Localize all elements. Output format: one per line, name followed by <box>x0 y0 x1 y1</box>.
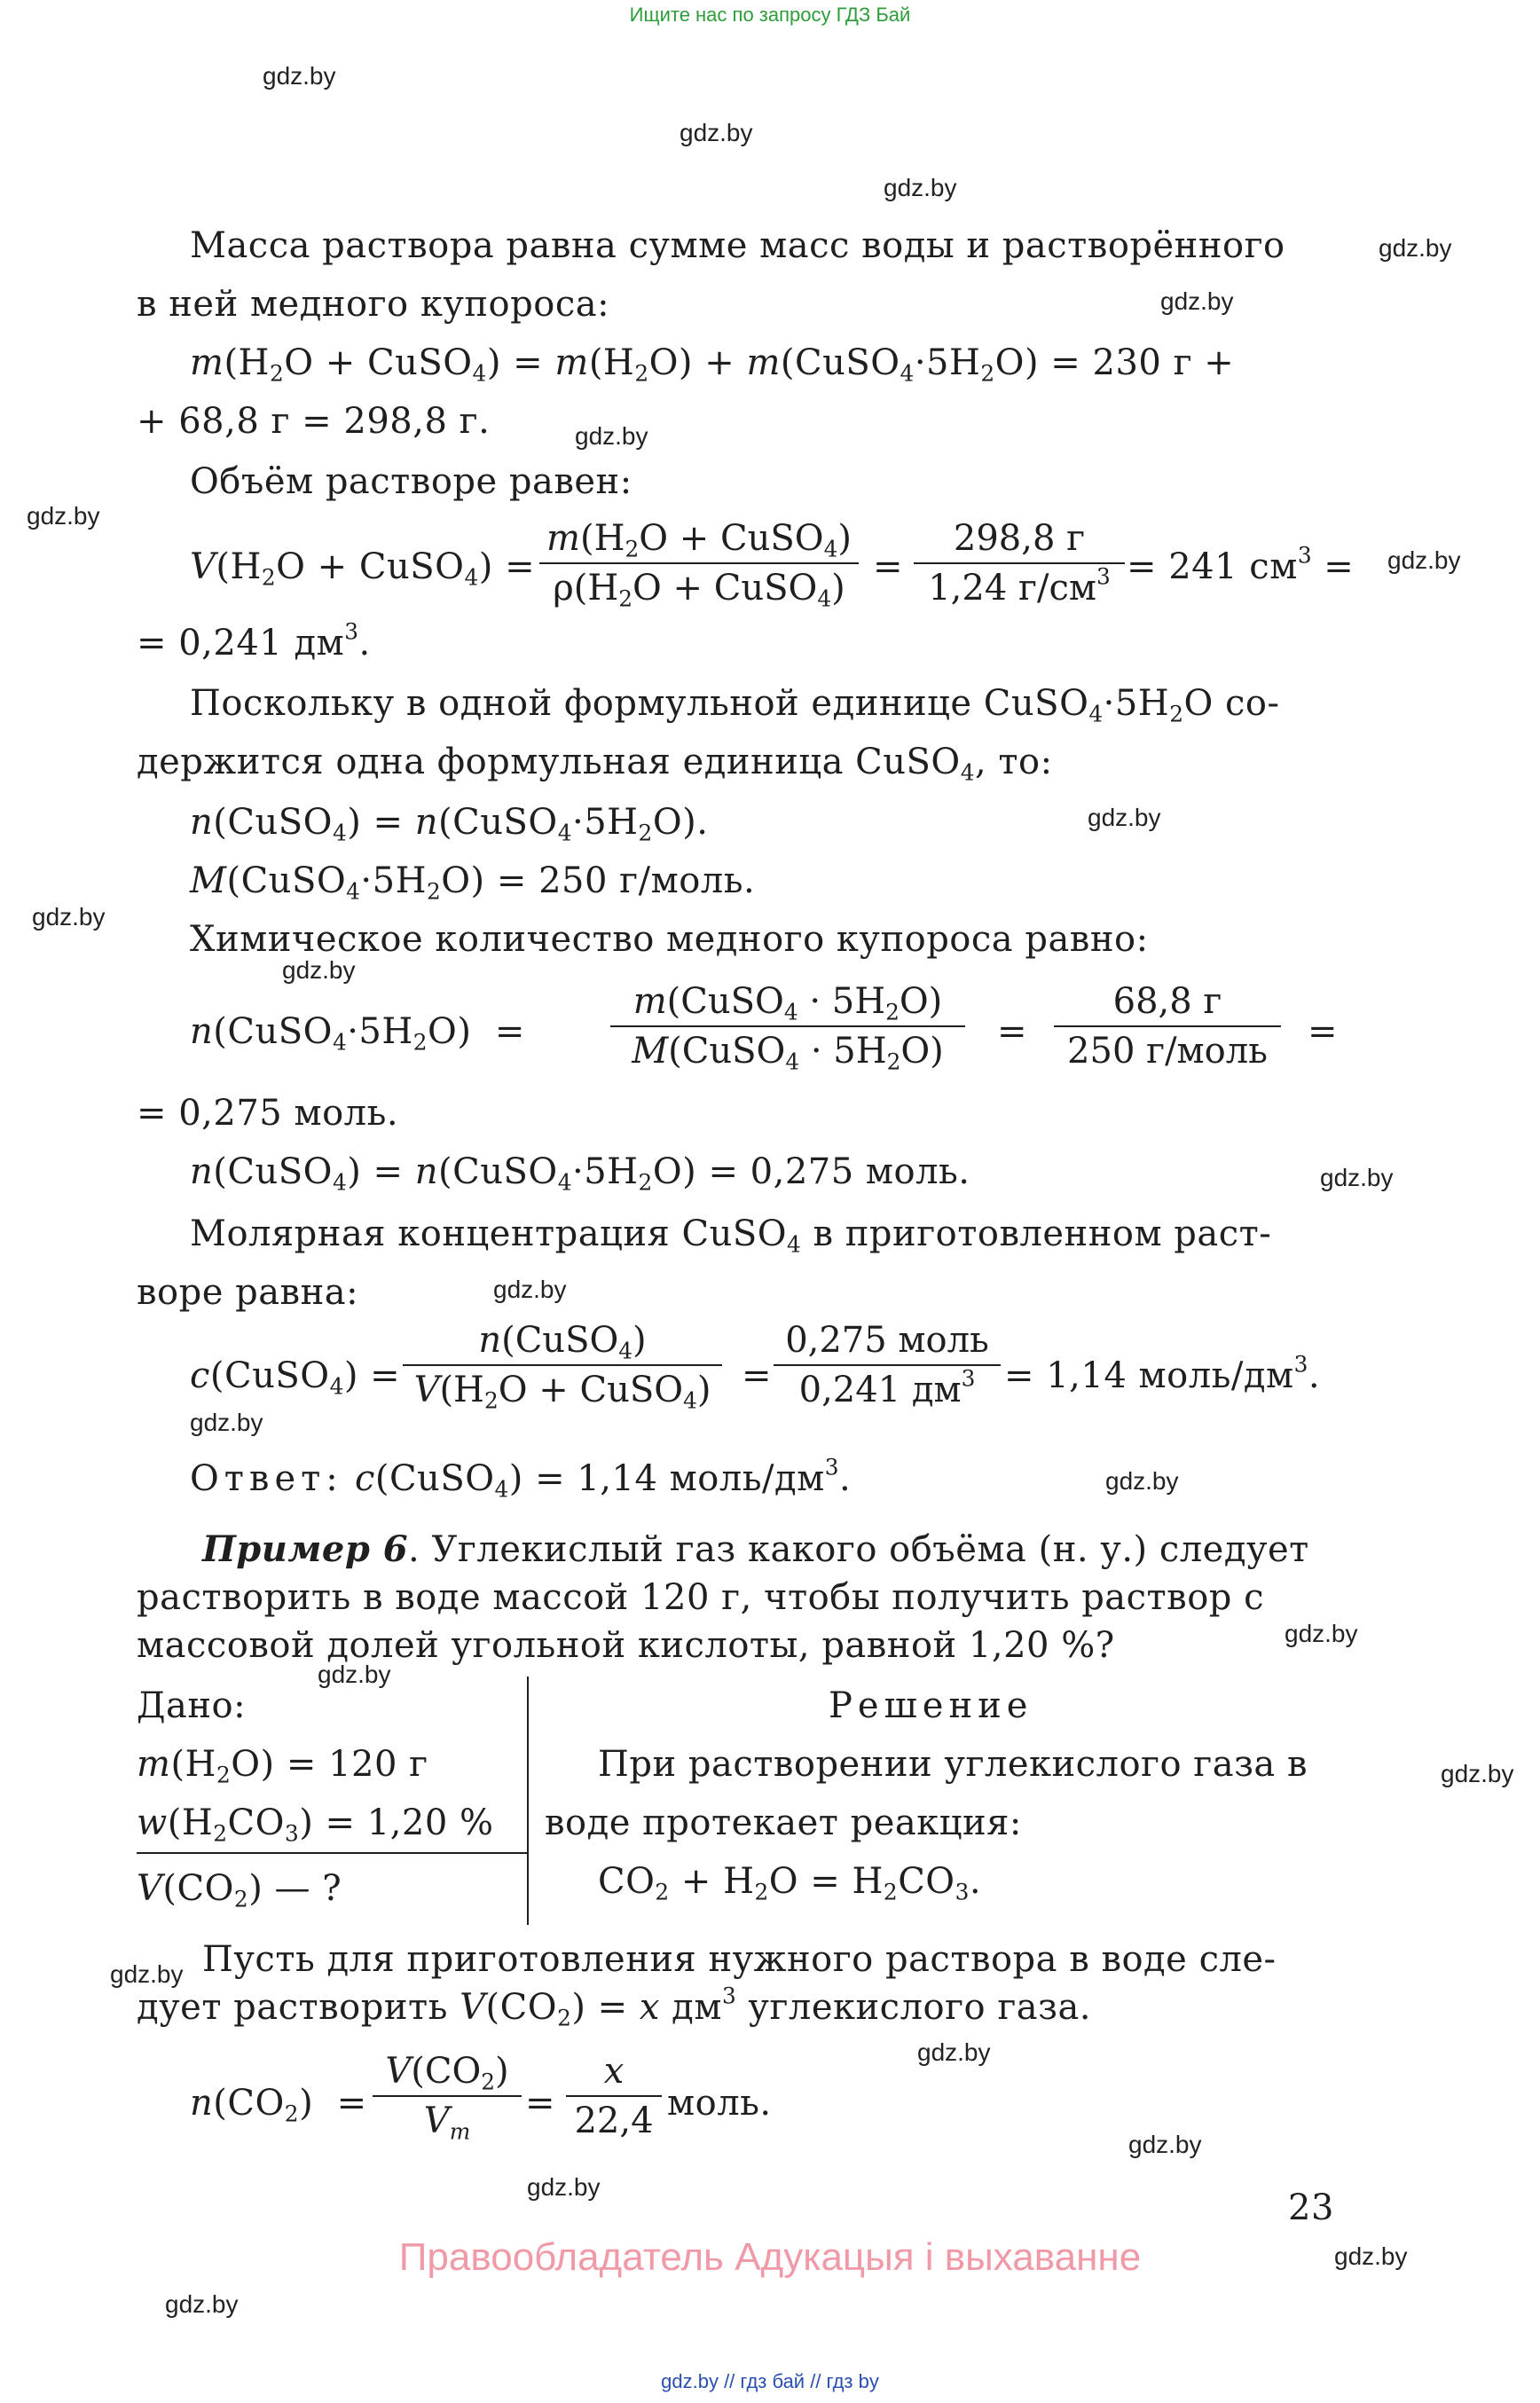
volume-result: = 241 $см^3$ = <box>1127 542 1355 587</box>
volume-fraction-2: 298,8 г 1,24 $г/см^3$ <box>914 518 1125 609</box>
n-result: = 0,275 моль. <box>137 1093 399 1134</box>
given-find: $V(CO_2)$ — ? <box>137 1868 342 1912</box>
watermark: gdz.by <box>1105 1467 1179 1495</box>
molar-line-2: воре равна: <box>137 1272 359 1313</box>
example-line-2: растворить в воде массой 120 г, чтобы получить раствор с <box>137 1577 1265 1618</box>
watermark: gdz.by <box>318 1661 391 1688</box>
watermark: gdz.by <box>575 422 648 450</box>
n-fraction-1: m(CuSO$_4$ · $5H_2O$) M(CuSO$_4$ · $5H_2O$) <box>610 981 965 1072</box>
poskolku-line-1: Поскольку в одной формульной единице $CuSO_4\cdot 5H_2O$ со- <box>190 683 1280 727</box>
top-banner[interactable]: Ищите нас по запросу ГДЗ Бай <box>629 4 911 26</box>
solution-header: Решение <box>829 1685 1033 1726</box>
volume-label: Объём растворе равен: <box>190 461 632 502</box>
given-mass-water: $m(H_2O) = 120$ г <box>137 1744 428 1788</box>
watermark: gdz.by <box>110 1960 184 1988</box>
watermark: gdz.by <box>1128 2131 1202 2158</box>
watermark: gdz.by <box>680 119 753 146</box>
molar-line-1: Молярная концентрация CuSO$_4$ в приготовленном раст- <box>190 1213 1272 1258</box>
reaction-equation: $CO_2 + H_2O = H_2CO_3$. <box>598 1861 982 1905</box>
page-number: 23 <box>1288 2187 1334 2228</box>
c-fraction-2: 0,275 моль 0,241 $дм^3$ <box>774 1320 1001 1410</box>
footer-links[interactable]: gdz.by // гдз бай // гдз by <box>661 2370 879 2392</box>
pust-line-2: дует растворить $V(CO_2) = x$ $дм^3$ углекислого газа. <box>137 1983 1091 2031</box>
pust-line-1: Пусть для приготовления нужного раствора в воде сле- <box>202 1939 1277 1980</box>
watermark: gdz.by <box>1387 546 1461 574</box>
n-lhs: $n(CuSO_4\cdot 5H_2O)$ = <box>190 1011 525 1056</box>
equation-n-cuso4: n(CuSO$_4$) = $n(CuSO_4\cdot 5H_2O) = 0,275$ моль. <box>190 1151 970 1196</box>
nco2-fraction-2: x 22,4 <box>566 2051 662 2141</box>
solution-line-2: воде протекает реакция: <box>545 1802 1022 1843</box>
equals-sign: = <box>1308 1011 1339 1052</box>
volume-lhs: $V(H_2O$ + CuSO$_4$) = <box>190 546 536 591</box>
intro-line-1: Масса раствора равна сумме масс воды и растворённого <box>190 225 1285 266</box>
watermark: gdz.by <box>1334 2242 1408 2270</box>
equals-sign: = <box>997 1011 1028 1052</box>
watermark: gdz.by <box>32 903 106 931</box>
volume-fraction-1: $m(H_2O$ + CuSO$_4$) $\rho(H_2O$ + CuSO$_4$) <box>539 518 859 609</box>
watermark: gdz.by <box>527 2173 601 2201</box>
equals-sign: = <box>742 1355 773 1396</box>
watermark: gdz.by <box>263 62 336 90</box>
example-line-1: Пример 6. Углекислый газ какого объёма (н. у.) следует <box>202 1528 1309 1570</box>
watermark: gdz.by <box>1088 804 1161 831</box>
watermark: gdz.by <box>1320 1164 1394 1191</box>
watermark: gdz.by <box>917 2038 991 2066</box>
nco2-lhs: $n(CO_2)$ = <box>190 2083 367 2127</box>
given-vertical-divider <box>527 1677 529 1925</box>
watermark: gdz.by <box>1285 1620 1358 1647</box>
given-divider <box>137 1852 527 1854</box>
watermark: gdz.by <box>165 2290 239 2318</box>
watermark: gdz.by <box>1160 287 1234 315</box>
volume-dm3: = 0,241 $дм^3$. <box>137 618 371 664</box>
watermark: gdz.by <box>282 956 356 984</box>
watermark: gdz.by <box>27 502 100 530</box>
watermark: gdz.by <box>1379 234 1452 262</box>
intro-line-2: в ней медного купороса: <box>137 284 610 325</box>
equation-mass-sum: $m(H_2O$ + CuSO$_4$) = $m(H_2O)$ + $m(CuSO_4\cdot 5H_2O) = 230$ г + <box>190 342 1235 387</box>
solution-line-1: При растворении углекислого газа в <box>598 1744 1308 1785</box>
equals-sign: = <box>873 546 904 587</box>
c-result: = 1,14 моль/$дм^3$. <box>1004 1351 1321 1396</box>
equals-sign: = <box>525 2083 556 2124</box>
watermark: gdz.by <box>493 1276 567 1303</box>
nco2-fraction-1: $V(CO_2)$ $V_m$ <box>373 2051 522 2141</box>
watermark: gdz.by <box>190 1409 263 1436</box>
given-mass-fraction: $w(H_2CO_3) = 1,20$ % <box>137 1802 494 1847</box>
khim-label: Химическое количество медного купороса равно: <box>190 919 1149 960</box>
equation-n-equal: n(CuSO$_4$) = $n(CuSO_4\cdot 5H_2O)$. <box>190 802 709 846</box>
example-line-3: массовой долей угольной кислоты, равной 1,20 %? <box>137 1625 1115 1666</box>
poskolku-line-2: держится одна формульная единица CuSO$_4$, то: <box>137 742 1053 786</box>
copyright-notice: Правообладатель Адукацыя і выхаванне <box>398 2235 1142 2279</box>
given-header: Дано: <box>137 1685 247 1726</box>
equation-molar-mass: $M(CuSO_4\cdot 5H_2O) = 250$ г/моль. <box>190 860 756 905</box>
c-fraction-1: n(CuSO$_4$) $V(H_2O$ + CuSO$_4$) <box>403 1320 722 1410</box>
watermark: gdz.by <box>884 174 957 201</box>
answer: Ответ: c(CuSO$_4$) = 1,14 моль/$дм^3$. <box>190 1454 852 1503</box>
n-fraction-2: 68,8 г 250 г/моль <box>1054 981 1281 1072</box>
nco2-unit: моль. <box>667 2083 772 2124</box>
c-lhs: c(CuSO$_4$) = <box>190 1355 401 1400</box>
equation-mass-result: + 68,8 г = 298,8 г. <box>137 401 491 442</box>
watermark: gdz.by <box>1441 1760 1514 1787</box>
